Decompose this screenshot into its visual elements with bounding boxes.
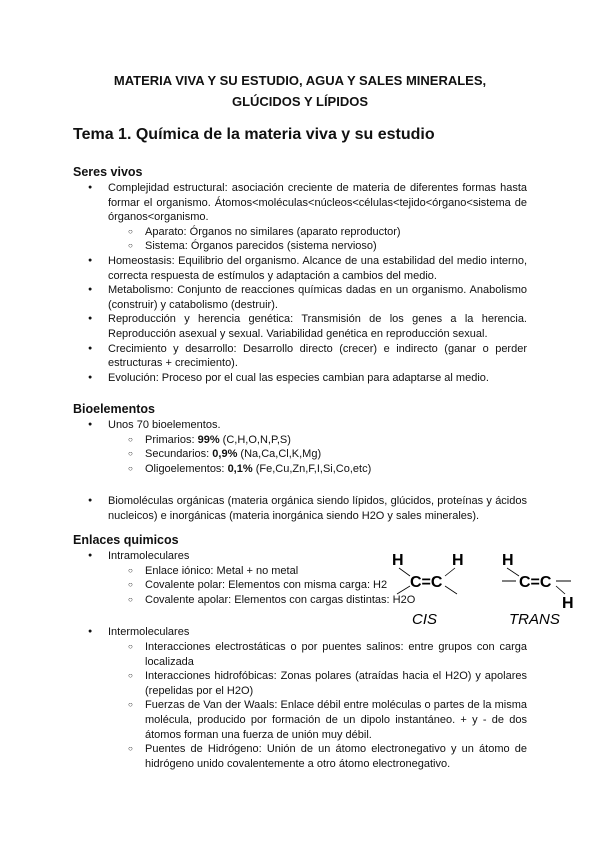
spacer (73, 476, 533, 494)
sub-list-item: ○ Covalente polar: Elementos con misma carga: H2 (73, 578, 527, 593)
label: Secundarios: (145, 448, 210, 461)
section-bioelementos (73, 401, 533, 524)
sub-list-item: ○ Puentes de Hidrógeno: Unión de un átomo electronegativo y un átomo de hidrógeno unido covalentemente a otro átomo electronegativo. (73, 742, 527, 771)
label: Primarios: (145, 433, 195, 446)
label: Oligoelementos: (145, 462, 225, 475)
title-line-1: MATERIA VIVA Y SU ESTUDIO, AGUA Y SALES MINERALES, (113, 73, 487, 88)
atom-h: H (452, 552, 464, 569)
document-title (0, 70, 600, 112)
section-heading: Seres vivos (73, 165, 143, 179)
atom-h: H (392, 552, 404, 569)
list-item: ● Intermoleculares (73, 625, 527, 640)
atom-h: H (562, 595, 574, 612)
list-item: ● Reproducción y herencia genética: Transmisión de los genes a la herencia. Reproducción asexual y sexual. Variabilidad genética en reproducción sexual. (73, 312, 527, 341)
list-item: ● Complejidad estructural: asociación creciente de materia de diferentes formas hasta formar el organismo. Átomos<moléculas<núcleos<células<tejido<órgano<sistema de órganos<organismo. (73, 181, 527, 225)
cis-trans-figure (385, 548, 585, 632)
double-bond: C=C (519, 574, 552, 591)
sub-list-item: ○ Aparato: Órganos no similares (aparato reproductor) (73, 225, 527, 240)
sub-list-item: ○ Enlace iónico: Metal + no metal (73, 564, 527, 579)
elements: (Fe,Cu,Zn,F,I,Si,Co,etc) (255, 462, 372, 475)
list-item: ● Unos 70 bioelementos. (73, 418, 527, 433)
sub-list-item (73, 462, 527, 477)
list-item: ● Evolución: Proceso por el cual las especies cambian para adaptarse al medio. (73, 371, 527, 386)
section-heading: Enlaces quimicos (73, 533, 179, 547)
list-item: ● Biomoléculas orgánicas (materia orgánica siendo lípidos, glúcidos, proteínas y ácidos nucleicos) e inorgánicas (materia inorgánica siendo H2O y sales minerales). (73, 494, 527, 523)
atom-h: H (502, 552, 514, 569)
cis-label: CIS (412, 611, 438, 628)
list-item: ● Homeostasis: Equilibrio del organismo. Alcance de una estabilidad del medio interno, correcta respuesta de estímulos y adaptación a cambios del medio. (73, 254, 527, 283)
percent: 99% (197, 433, 220, 446)
sub-list-item: ○ Covalente apolar: Elementos con cargas distintas: H2O (73, 593, 527, 608)
trans-molecule (502, 552, 574, 628)
double-bond: C=C (410, 574, 443, 591)
sub-list-item (73, 433, 527, 448)
sub-list-item: ○ Sistema: Órganos parecidos (sistema nervioso) (73, 239, 527, 254)
sub-list-item: ○ Interacciones electrostáticas o por puentes salinos: entre grupos con carga localizada (73, 640, 527, 669)
sub-list-item: ○ Fuerzas de Van der Waals: Enlace débil entre moléculas o partes de la misma molécula, producido por formación de un dipolo instantáneo. + y - de dos átomos forman una fuerza de unión muy débil. (73, 698, 527, 742)
title-line-2: GLÚCIDOS Y LÍPIDOS (231, 94, 369, 109)
percent: 0,1% (227, 462, 253, 475)
percent: 0,9% (212, 448, 238, 461)
trans-label: TRANS (509, 611, 560, 628)
cis-molecule (392, 552, 464, 628)
list-item: ● Crecimiento y desarrollo: Desarrollo directo (crecer) e indirecto (ganar o perder estructuras + crecimiento). (73, 342, 527, 371)
section-seres-vivos (73, 164, 533, 385)
list-item: ● Intramoleculares (73, 549, 527, 564)
sub-list-item (73, 447, 527, 462)
tema-heading: Tema 1. Química de la materia viva y su estudio (73, 126, 435, 143)
elements: (C,H,O,N,P,S) (222, 433, 291, 446)
section-heading: Bioelementos (73, 402, 155, 416)
elements: (Na,Ca,Cl,K,Mg) (240, 448, 322, 461)
list-item: ● Metabolismo: Conjunto de reacciones químicas dadas en un organismo. Anabolismo (construir) y catabolismo (destruir). (73, 283, 527, 312)
sub-list-item: ○ Interacciones hidrofóbicas: Zonas polares (atraídas hacia el H2O) y apolares (repelidas por el H2O) (73, 669, 527, 698)
